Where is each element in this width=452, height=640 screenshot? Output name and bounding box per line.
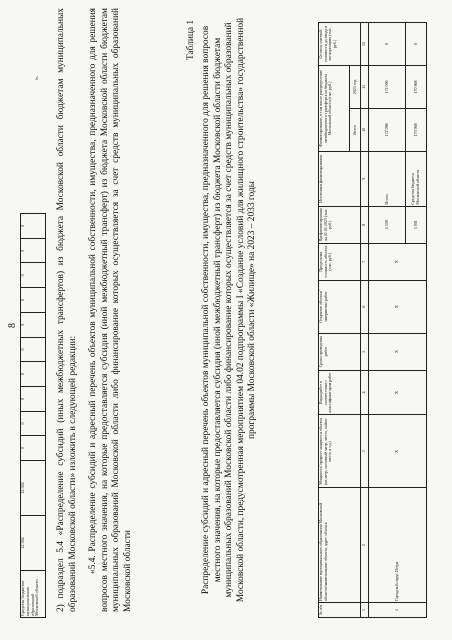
top-table-fragment xyxy=(20,213,46,618)
header-cell: Сроки проведения работ xyxy=(319,333,361,370)
remainder-cell: 0 xyxy=(369,23,406,66)
financed-cell: 5 001 xyxy=(406,206,427,243)
cost-cell: Х xyxy=(369,243,427,280)
paragraph-section-5-4: «5.4. Распределение субсидий и адресный перечень объектов муниципальной собственности, имущества, предназначенного для решения вопросов местного значения, на которые предоставляется субсидия (иной межбюджетный трансферт) из бюджета Московской области бюджетам муниципальных образований Московской области либо финансирование которых осуществляется за счет средств муниципальных образований Московской области xyxy=(88,8,133,612)
header-cell: Виды работ в соответствии с классификатором работ xyxy=(319,370,361,415)
column-number: 6 xyxy=(361,280,369,333)
column-number: 5 xyxy=(361,333,369,370)
value-cell: 0 xyxy=(21,337,46,362)
subheader-cell: 2023 год xyxy=(350,66,361,109)
remainder-cell: 0 xyxy=(406,23,427,66)
value-cell: 0 xyxy=(21,362,46,387)
year-cell: 170 968 xyxy=(406,66,427,109)
column-number: 1 xyxy=(361,603,369,618)
header-cell: Профинансировано на 01.01.2023 (тыс. руб.) xyxy=(319,206,361,243)
source-label: Средства бюджетов муниципальных образований Московской области xyxy=(21,571,46,618)
header-cell: № п/п xyxy=(319,603,361,618)
value-cell: 0 xyxy=(21,214,46,239)
financed-cell: 5 558 xyxy=(369,206,406,243)
terms-cell: Х xyxy=(369,333,427,370)
header-cell: Остаток сметной стоимости до ввода в эксплуатацию (тыс. руб.) xyxy=(319,23,361,66)
value-cell: 0 xyxy=(21,436,46,461)
value-cell: 0 xyxy=(21,288,46,313)
capacity-cell: Х xyxy=(369,415,427,488)
column-number: 8 xyxy=(361,206,369,243)
column-number: 12 xyxy=(361,23,369,66)
distribution-table xyxy=(318,22,427,618)
subheader-cell: Всего xyxy=(350,108,361,151)
value-cell: 12 592 xyxy=(21,516,46,571)
table-number: Таблица 1 xyxy=(186,19,196,60)
total-cell: 172 096 xyxy=(369,108,406,151)
header-cell: Источники финансирования xyxy=(319,151,361,206)
works-cell: Х xyxy=(369,370,427,415)
header-cell: Мощность/ прирост мощности объекта (кв.метр, погонный метр, место, койко-место и т.д.) xyxy=(319,415,361,488)
year-cell: 172 096 xyxy=(369,66,406,109)
header-cell: Предельная стоимость объекта (тыс. руб.) xyxy=(319,243,361,280)
row-number: 1 xyxy=(369,603,427,618)
municipality-name: Городской округ Истра xyxy=(369,488,427,603)
table-row xyxy=(369,23,406,618)
page-number: 8 xyxy=(7,323,18,328)
paragraph-intro: 2) подраздел 5.4 «Распределение субсидий (иных межбюджетных трансфертов) из бюджета Московской области бюджетам муниципальных образований Московской области» изложить в следующей редакции: xyxy=(56,8,78,612)
total-cell: 170 968 xyxy=(406,108,427,151)
value-cell: 12 592 xyxy=(21,461,46,516)
column-number: 3 xyxy=(361,415,369,488)
closing-quote: ». xyxy=(34,75,40,80)
header-cell: Финансирование, в том числе распределение межбюджетного трансферта из бюджета Московской области (тыс. руб.) xyxy=(319,66,350,152)
value-cell: 0 xyxy=(21,386,46,411)
source-cell: Средства бюджета Московской области xyxy=(406,151,427,206)
value-cell: 0 xyxy=(21,238,46,263)
table-row xyxy=(21,214,46,618)
column-numbers-row xyxy=(361,23,369,618)
header-cell: Наименование муниципального образования Московской области/наименование объекта, адрес объекта xyxy=(319,488,361,603)
column-number: 9 xyxy=(361,151,369,206)
column-number: 7 xyxy=(361,243,369,280)
opening-cell: Х xyxy=(369,280,427,333)
source-cell: Итого: xyxy=(369,151,406,206)
table-header-row xyxy=(319,23,350,618)
value-cell: 0 xyxy=(21,263,46,288)
value-cell: 0 xyxy=(21,411,46,436)
column-number: 2 xyxy=(361,488,369,603)
header-cell: Открытие объекта/ завершение работ xyxy=(319,280,361,333)
column-number: 4 xyxy=(361,370,369,415)
column-number: 10 xyxy=(361,108,369,151)
table-title: Распределение субсидий и адресный перечень объектов муниципальной собственности, имущества, предназначенного для решения вопросов местного значения, на которые предоставляется субсидия (иной межбюджетный трансферт) из бюджета Московской области бюджетам муниципальных образований Московской области либо финансирование которых осуществляется за счет средств муниципальных образований Московской области, предусмотренная мероприятием 04.02 подпрограммы I «Создание условий для жилищного строительства» государственной программы Московской области «Жилище» на 2023 – 2033 годы xyxy=(201,17,258,603)
column-number: 11 xyxy=(361,66,369,109)
value-cell: 0 xyxy=(21,312,46,337)
